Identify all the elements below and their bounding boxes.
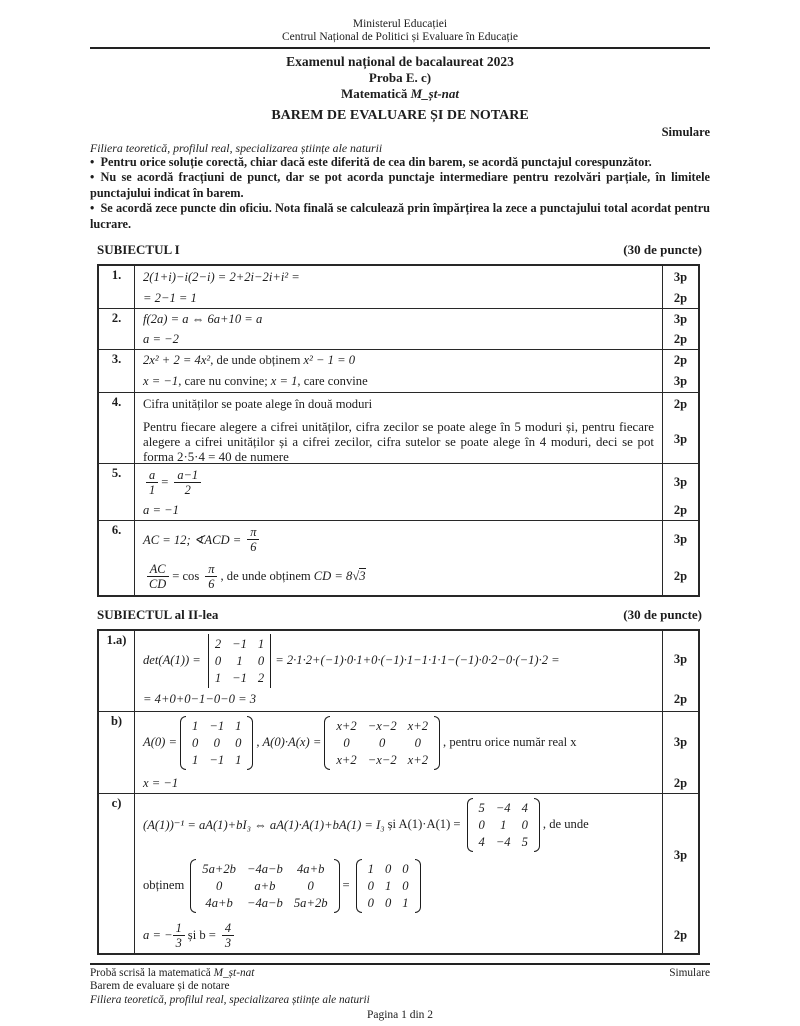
table-row bbox=[99, 349, 698, 392]
footer-divider bbox=[90, 963, 710, 965]
exam-title: Examenul național de bacalaureat 2023 bbox=[286, 54, 514, 69]
text-segment: și b = bbox=[187, 927, 216, 942]
points-badge: 2p bbox=[662, 501, 698, 520]
subject1-heading bbox=[97, 242, 702, 258]
table-row bbox=[99, 266, 698, 308]
formula: = 2−1 = 1 bbox=[143, 290, 197, 305]
rule-bullet-1: • Pentru orice soluție corectă, chiar dacă este diferită de cea din barem, se acordă punctajul corespunzător. bbox=[90, 155, 710, 170]
points-badge: 2p bbox=[662, 918, 698, 953]
page-number: Pagina 1 din 2 bbox=[366, 1009, 434, 1022]
row-number: b) bbox=[99, 712, 135, 793]
text-segment: = cos bbox=[172, 569, 200, 584]
table-row bbox=[99, 392, 698, 463]
formula: det(A(1)) = bbox=[143, 653, 201, 668]
subject1-table bbox=[97, 264, 700, 597]
subject-code: M_șt-nat bbox=[410, 86, 460, 101]
points-badge: 2p bbox=[662, 288, 698, 308]
row-number: 4. bbox=[99, 393, 135, 463]
text-segment: și A(1)·A(1) = bbox=[387, 817, 461, 832]
formula: CD = 8 bbox=[313, 569, 353, 584]
text-segment: , care nu convine; bbox=[178, 374, 268, 389]
numerator: 1 bbox=[173, 921, 185, 936]
denominator: 1 bbox=[149, 482, 156, 497]
text-segment: , care convine bbox=[297, 374, 368, 389]
subject2-title: SUBIECTUL al II-lea bbox=[97, 606, 219, 622]
formula: x = −1 bbox=[143, 775, 179, 790]
footer-barem: Barem de evaluare și de notare bbox=[90, 980, 230, 993]
rule-bullet-2: • Nu se acordă fracțiuni de punct, dar se pot acorda punctaje intermediare pentru rezolvări parțiale, în limitele punctajului indicat în barem. bbox=[90, 170, 710, 201]
fraction bbox=[247, 525, 259, 554]
points-badge: 2p bbox=[662, 689, 698, 711]
rule-bullet-3: • Se acordă zece puncte din oficiu. Nota finală se calculează prin împărțirea la zece a punctajului total acordat pentru lucrare. bbox=[90, 201, 710, 232]
denominator: 6 bbox=[250, 540, 257, 555]
matrix bbox=[324, 716, 440, 770]
matrix bbox=[190, 859, 339, 913]
points-badge: 2p bbox=[662, 774, 698, 793]
radicand: 3 bbox=[359, 569, 366, 584]
row-number: c) bbox=[99, 794, 135, 953]
proba-title: Proba E. c) bbox=[368, 70, 432, 85]
points-badge: 2p bbox=[662, 350, 698, 371]
matrix-grid: 5a+2b −4a−b 4a+b 0 a+b 0 4a+b −4a−b 5a+2b bbox=[202, 861, 328, 910]
points-badge: 3p bbox=[662, 266, 698, 288]
numerator: 4 bbox=[222, 921, 234, 936]
formula: 2(1+i)−i(2−i) = 2+2i−2i+i² = bbox=[143, 269, 300, 284]
formula: x = −1 bbox=[143, 374, 179, 389]
row-number: 5. bbox=[99, 464, 135, 520]
row-number: 3. bbox=[99, 350, 135, 392]
filiera-line: Filiera teoretică, profilul real, specializarea științe ale naturii bbox=[90, 141, 383, 155]
matrix-grid: x+2 −x−2 x+2 0 0 0 x+2 −x−2 x+2 bbox=[336, 718, 429, 767]
row-number: 2. bbox=[99, 309, 135, 349]
points-badge: 3p bbox=[662, 521, 698, 559]
simulare-label: Simulare bbox=[661, 125, 710, 139]
points-badge: 3p bbox=[662, 417, 698, 463]
fraction bbox=[205, 562, 217, 591]
fraction bbox=[222, 921, 234, 950]
denominator: 6 bbox=[208, 577, 215, 592]
points-badge: 3p bbox=[662, 464, 698, 501]
row-number: 6. bbox=[99, 521, 135, 595]
formula: f(2a) = a ⇔ 6a+10 = a bbox=[143, 312, 263, 327]
equals-sign: = bbox=[161, 474, 169, 489]
row-number: 1.a) bbox=[99, 631, 135, 711]
subject2-points: (30 de puncte) bbox=[623, 606, 702, 622]
numerator: π bbox=[247, 525, 259, 540]
table-row bbox=[99, 520, 698, 595]
formula: , A(0)·A(x) = bbox=[256, 735, 322, 750]
matrix bbox=[467, 798, 540, 852]
matrix bbox=[356, 859, 421, 913]
denominator: 2 bbox=[184, 482, 191, 497]
points-badge: 3p bbox=[662, 309, 698, 330]
subject2-heading bbox=[97, 607, 702, 623]
text-paragraph: Pentru fiecare alegere a cifrei unităților, cifra zecilor se poate alege în 5 moduri și, pentru fiecare alegere a cifrei unităților și a cifrei zecilor, cifra sutelor se poate alege în 4 moduri, deci se pot forma 2·5·4 = 40 de numere bbox=[143, 419, 654, 465]
subject1-points: (30 de puncte) bbox=[623, 242, 702, 258]
ministry-line-1: Ministerul Educației bbox=[352, 18, 448, 30]
subject-prefix: Matematică bbox=[340, 86, 411, 101]
fraction bbox=[146, 468, 158, 497]
header-divider bbox=[90, 47, 710, 49]
footer-proba bbox=[90, 967, 254, 981]
fraction bbox=[174, 468, 201, 497]
text-segment: , de unde bbox=[542, 817, 589, 832]
square-root: √3 bbox=[352, 569, 366, 584]
points-badge: 2p bbox=[662, 559, 698, 595]
formula: x² − 1 = 0 bbox=[303, 353, 356, 368]
numerator: π bbox=[205, 562, 217, 577]
matrix bbox=[180, 716, 253, 770]
points-badge: 3p bbox=[662, 631, 698, 689]
fraction bbox=[146, 562, 169, 591]
formula: x = 1 bbox=[270, 374, 298, 389]
subject-title bbox=[90, 86, 710, 102]
formula: = 2·1·2+(−1)·0·1+0·(−1)·1−1·1·1−(−1)·0·2−0·(−1)·2 = bbox=[275, 653, 560, 668]
subject2-table bbox=[97, 629, 700, 955]
formula: a = − bbox=[143, 927, 173, 942]
formula: a = −1 bbox=[143, 502, 179, 517]
equals-sign: = bbox=[342, 878, 350, 893]
formula: AC = 12; ∢ACD = bbox=[143, 532, 242, 547]
determinant-matrix: 2 −1 1 0 1 0 1 −1 2 bbox=[208, 634, 271, 688]
matrix-grid: 1 −1 1 0 0 0 1 −1 1 bbox=[192, 718, 242, 767]
text-segment: , de unde obținem bbox=[210, 353, 301, 368]
table-row bbox=[99, 711, 698, 793]
footer-subject-code: M_șt-nat bbox=[213, 966, 255, 979]
table-row bbox=[99, 463, 698, 520]
formula: = 4+0+0−1−0−0 = 3 bbox=[143, 692, 257, 707]
formula: A(0) = bbox=[143, 735, 178, 750]
points-badge: 3p bbox=[662, 371, 698, 392]
formula: (A(1))⁻¹ = aA(1)+bI₃ ⇔ aA(1)·A(1)+bA(1) = I₃ bbox=[143, 817, 385, 832]
formula: a = −2 bbox=[143, 332, 179, 347]
points-badge: 2p bbox=[662, 393, 698, 417]
text-segment: , pentru orice număr real x bbox=[443, 735, 577, 750]
matrix-grid: 1 0 0 0 1 0 0 0 1 bbox=[367, 861, 409, 910]
footer-filiera: Filiera teoretică, profilul real, specializarea științe ale naturii bbox=[90, 993, 370, 1006]
denominator: 3 bbox=[175, 935, 182, 950]
subject1-title: SUBIECTUL I bbox=[97, 242, 180, 258]
points-badge: 2p bbox=[662, 330, 698, 349]
barem-title: BAREM DE EVALUARE ȘI DE NOTARE bbox=[271, 108, 529, 123]
points-badge: 3p bbox=[662, 794, 698, 918]
table-row bbox=[99, 793, 698, 953]
footer-simulare: Simulare bbox=[669, 966, 710, 979]
numerator: a−1 bbox=[174, 468, 201, 483]
table-row bbox=[99, 308, 698, 349]
ministry-line-2: Centrul Național de Politici și Evaluare în Educație bbox=[281, 31, 518, 43]
table-row bbox=[99, 631, 698, 711]
points-badge: 3p bbox=[662, 712, 698, 774]
numerator: a bbox=[146, 468, 158, 483]
footer-proba-text: Probă scrisă la matematică bbox=[90, 966, 214, 979]
formula: 2x² + 2 = 4x² bbox=[143, 353, 211, 368]
numerator: AC bbox=[147, 562, 169, 577]
text-segment: obținem bbox=[143, 878, 185, 893]
text-segment: , de unde obținem bbox=[220, 569, 311, 584]
denominator: 3 bbox=[224, 935, 232, 950]
text-segment: Cifra unităților se poate alege în două moduri bbox=[143, 397, 373, 412]
matrix-grid: 5 −4 4 0 1 0 4 −4 5 bbox=[478, 800, 528, 849]
row-number: 1. bbox=[99, 266, 135, 308]
fraction bbox=[173, 921, 185, 950]
denominator: CD bbox=[149, 577, 167, 592]
